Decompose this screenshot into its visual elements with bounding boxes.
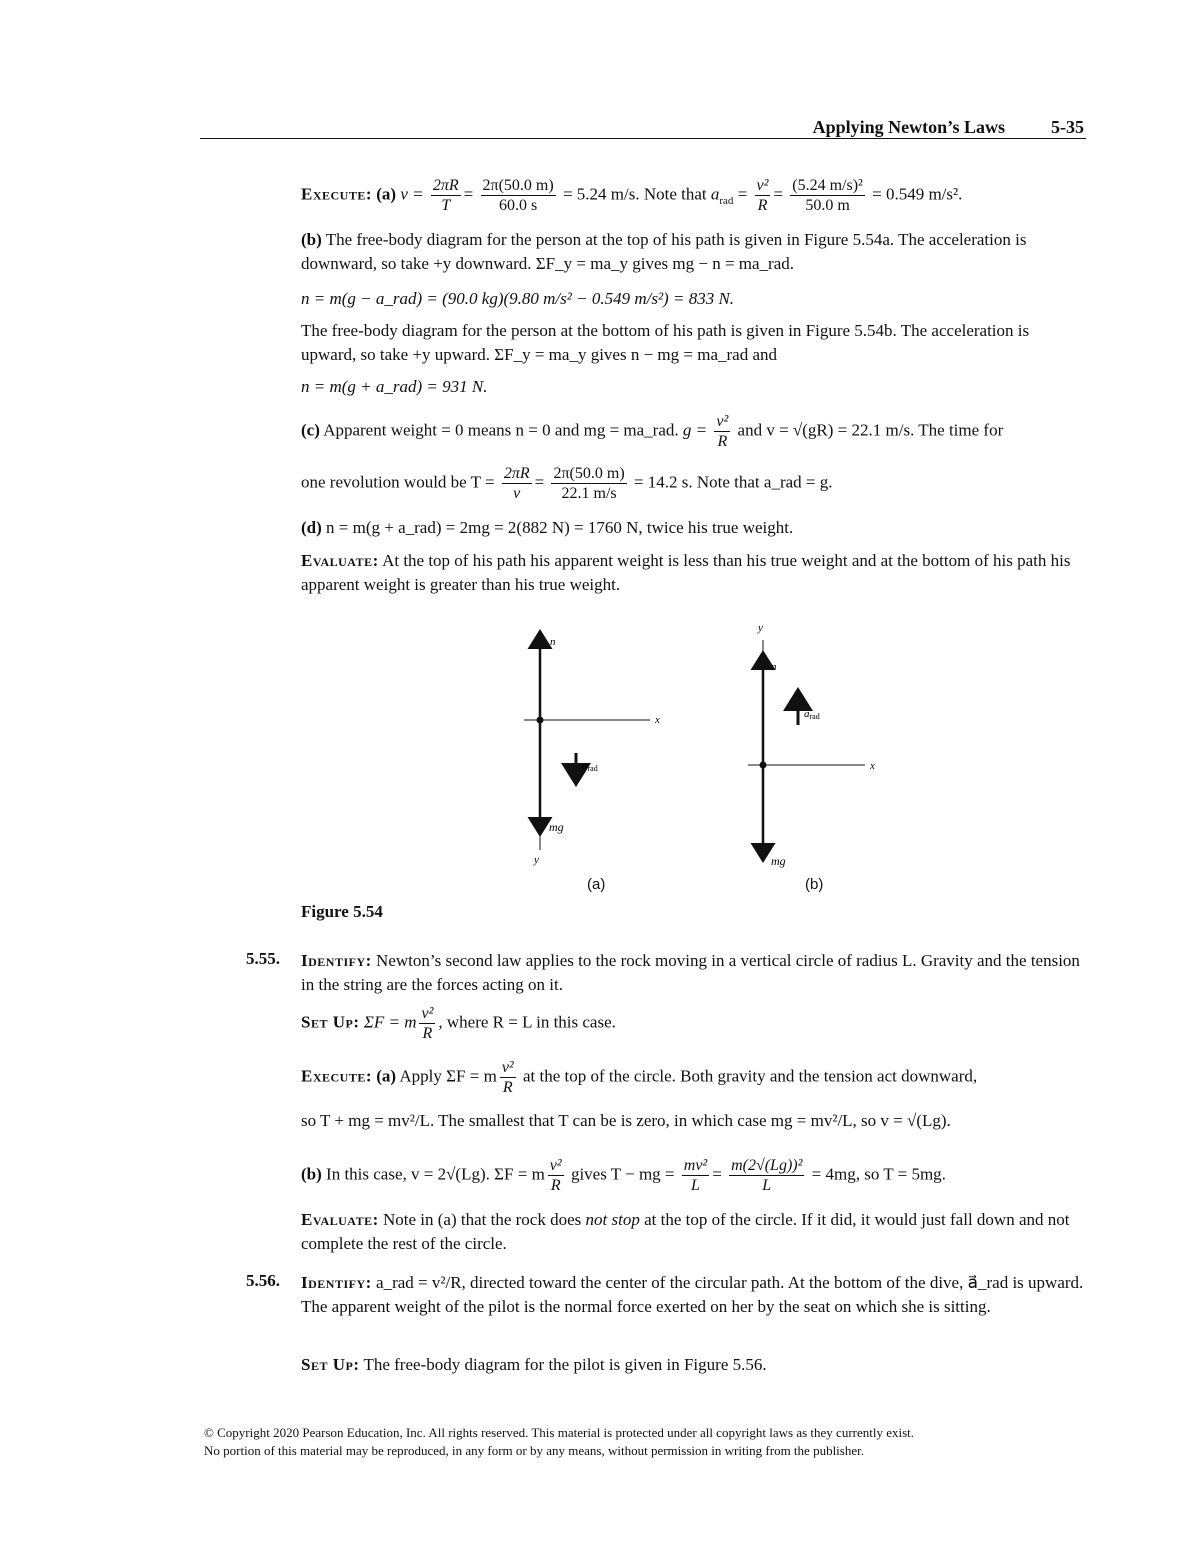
frac-555b-mv2-L: $\frac{\text{mv²}}{L}$: [683, 1157, 708, 1194]
part-d-line: (d) n = m(g + a_rad) = 2mg = 2(882 N) = 1760 N, twice his true weight.: [301, 518, 794, 537]
identify-555: Identify: Newton’s second law applies to the rock moving in a vertical circle of radius L. Gravity and the tension in the string are the forces acting on it.: [301, 951, 1080, 994]
setup-label: Set Up:: [301, 1012, 360, 1032]
caption-a: (a): [587, 876, 606, 893]
frac-2piR-T: $\frac{2\pi R}{T}$: [432, 177, 459, 214]
page-number: 5-35: [1051, 117, 1084, 137]
label-mg-b: mg: [771, 854, 786, 868]
label-x-b: x: [870, 760, 875, 772]
free-body-diagram-b: [748, 640, 865, 853]
identify-label: Identify:: [301, 951, 372, 970]
part-b-text: The free-body diagram for the person at the top of his path is given in Figure 5.54a. The acceleration is downward, so take +y downward. ΣF_y = ma_y gives mg − n = ma_rad.: [301, 230, 1027, 273]
free-body-diagram-a: [524, 639, 650, 850]
frac-524sq-50: $\frac{\text{(5.24 m/s)²}}{50.0 m}$: [792, 177, 863, 214]
result-0549: = 0.549 m/s².: [872, 184, 963, 204]
frac-555b-m2rootLg-L: $\frac{\text{m(2√(Lg))²}}{L}$: [731, 1157, 803, 1194]
identify-556: Identify: a_rad = v²/R, directed toward the center of the circular path. At the bottom of the dive, a⃗_rad is upward. The apparent weight of the pilot is the normal force exerted on her by the seat on which she is sitting.: [301, 1273, 1084, 1316]
copyright-notice: [204, 1424, 1084, 1460]
header-title: Applying Newton’s Laws: [812, 117, 1005, 137]
part-c-label: (c): [301, 420, 320, 440]
execute-label: Execute:: [301, 184, 373, 204]
label-n-b: n: [771, 661, 777, 673]
frac-c-v2-R: $\frac{\text{v²}}{R}$: [716, 413, 729, 450]
result-524: = 5.24 m/s. Note that: [562, 184, 707, 204]
frac-c-2piR-v: $\frac{2\pi R}{v}$: [503, 465, 530, 502]
setup-555: Set Up: ΣF = m $\frac{\text{v²}}{R}$ , where R = L in this case.: [301, 1005, 616, 1042]
figure-label: Figure 5.54: [301, 902, 383, 921]
execute-555-b: (b) In this case, v = 2√(Lg). ΣF = m $\frac{\text{v²}}{R}$ gives T − mg = $\frac{\text{mv²}}{L}$ = $\frac{\text{m(2√(Lg))²}}{L}$ = 4mg, so T = 5mg.: [301, 1157, 946, 1194]
header-rule: [200, 138, 1086, 139]
setup-556: Set Up: The free-body diagram for the pilot is given in Figure 5.56.: [301, 1355, 767, 1374]
part-a-label: (a): [376, 184, 397, 204]
frac-555a-v2-R: $\frac{\text{v²}}{R}$: [501, 1059, 514, 1096]
copyright-line1: © Copyright 2020 Pearson Education, Inc. All rights reserved. This material is protected under all copyright laws as they currently exist.: [204, 1425, 915, 1440]
running-header: [813, 117, 1084, 138]
label-n-a: n: [550, 636, 556, 648]
part-b-eq1: n = m(g − a_rad) = (90.0 kg)(9.80 m/s² − 0.549 m/s²) = 833 N.: [301, 289, 735, 308]
part-d-label: (d): [301, 518, 322, 537]
label-arad-b: arad: [804, 708, 820, 721]
figure-5-54-diagrams: [500, 615, 900, 905]
frac-v2-R: $\frac{\text{v²}}{R}$: [756, 177, 769, 214]
point-mass-a: [537, 717, 544, 724]
problem-number-555: 5.55.: [246, 949, 280, 968]
point-mass-b: [760, 762, 767, 769]
label-mg-a: mg: [549, 820, 564, 834]
execute-label-555: Execute:: [301, 1066, 373, 1086]
evaluate-554: Evaluate: At the top of his path his apparent weight is less than his true weight and at the bottom of his path his apparent weight is greater than his true weight.: [301, 551, 1071, 594]
part-b-paragraph: [301, 228, 1086, 276]
label-y-b: y: [758, 622, 763, 634]
caption-b: (b): [805, 876, 824, 893]
label-y-a: y: [534, 854, 539, 866]
part-b-text2: The free-body diagram for the person at the bottom of his path is given in Figure 5.54b. The acceleration is upward, so take +y upward. ΣF_y = ma_y gives n − mg = ma_rad and: [301, 321, 1030, 364]
part-b-label: (b): [301, 230, 322, 249]
execute-a-line: Execute: (a) v = $\frac{2\pi R}{T}$ = $\frac{2\pi(50.0 m)}{60.0 s}$ = 5.24 m/s. Note that $a_{rad}$ = $\frac{\text{v²}}{R}$ = $\frac{\text{(5.24 m/s)²}}{50.0 m}$ = 0.549 m/s².: [301, 177, 963, 214]
copyright-line2: No portion of this material may be reproduced, in any form or by any means, without permission in writing from the publisher.: [204, 1443, 864, 1458]
part-b-eq2: n = m(g + a_rad) = 931 N.: [301, 377, 488, 396]
execute-555-a: Execute: (a) Apply ΣF = m $\frac{\text{v²}}{R}$ at the top of the circle. Both gravity and the tension act downward,: [301, 1059, 978, 1096]
part-c-line1: (c) Apparent weight = 0 means n = 0 and mg = ma_rad. g = $\frac{\text{v²}}{R}$ and v = √(gR) = 22.1 m/s. The time for: [301, 413, 1004, 450]
problem-number-556: 5.56.: [246, 1271, 280, 1290]
evaluate-label: Evaluate:: [301, 551, 379, 570]
evaluate-555: Evaluate: Note in (a) that the rock does not stop at the top of the circle. If it did, it would just fall down and not complete the rest of the circle.: [301, 1210, 1070, 1253]
v-eq: v =: [400, 184, 424, 204]
frac-555b-v2-R: $\frac{\text{v²}}{R}$: [549, 1157, 562, 1194]
frac-setup-v2-R: $\frac{\text{v²}}{R}$: [421, 1005, 434, 1042]
part-c-line2: one revolution would be T = $\frac{2\pi R}{v}$ = $\frac{2\pi(50.0 m)}{22.1 m/s}$ = 14.2 s. Note that a_rad = g.: [301, 465, 833, 502]
frac-c-2pi50-221: $\frac{2\pi(50.0 m)}{22.1 m/s}$: [553, 465, 625, 502]
execute-555-a-line2: so T + mg = mv²/L. The smallest that T can be is zero, in which case mg = mv²/L, so v = √(Lg).: [301, 1111, 951, 1130]
label-arad-a: arad: [582, 760, 598, 773]
label-x-a: x: [655, 714, 660, 726]
frac-2pi50-60: $\frac{2\pi(50.0 m)}{60.0 s}$: [482, 177, 554, 214]
